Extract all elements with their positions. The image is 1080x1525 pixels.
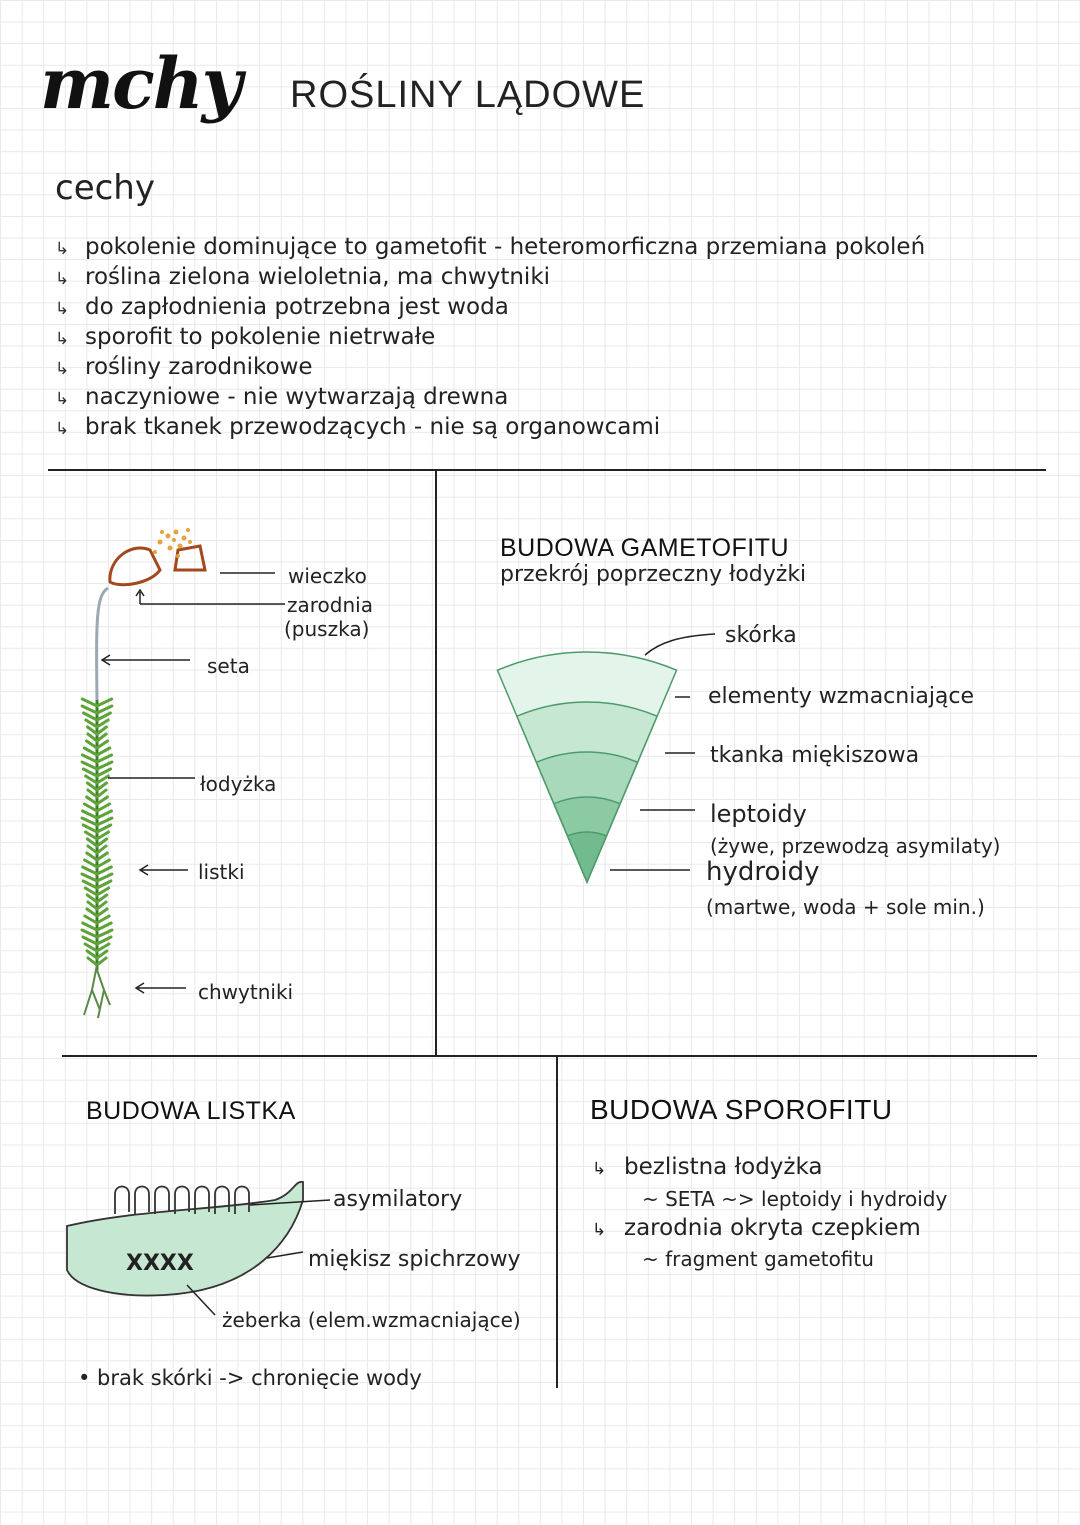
arrow-icon: ↳: [55, 299, 70, 319]
label-skorka: skórka: [725, 623, 797, 648]
arrow-icon: ↳: [55, 389, 70, 409]
list-item: ↳ brak tkanek przewodzących - nie są organowcami: [55, 412, 925, 442]
label-chwytniki: chwytniki: [198, 980, 294, 1004]
label-miekisz: miękisz spichrzowy: [308, 1247, 521, 1272]
list-item: ↳ rośliny zarodnikowe: [55, 352, 925, 382]
list-item: ↳ roślina zielona wieloletnia, ma chwytniki: [55, 262, 925, 292]
page-title: mchy: [40, 42, 241, 125]
label-zarodnia: zarodnia: [287, 593, 373, 617]
arrow-icon: ↳: [55, 419, 70, 439]
gametofit-title: BUDOWA GAMETOFITU: [500, 534, 790, 562]
gametofit-subtitle: przekrój poprzeczny łodyżki: [500, 562, 807, 587]
list-item: ↳ pokolenie dominujące to gametofit - heteromorficzna przemiana pokoleń: [55, 232, 925, 262]
features-heading: cechy: [55, 168, 155, 208]
list-item: ↳ naczyniowe - nie wytwarzają drewna: [55, 382, 925, 412]
arrow-icon: ↳: [592, 1159, 607, 1179]
label-zeberka: żeberka (elem.wzmacniające): [222, 1308, 521, 1332]
label-hydroidy: hydroidy: [706, 857, 820, 887]
label-elementy: elementy wzmacniające: [708, 684, 975, 709]
label-lodyzka: łodyżka: [200, 772, 277, 796]
list-item: ↳ do zapłodnienia potrzebna jest woda: [55, 292, 925, 322]
divider-middle: [62, 1055, 1037, 1057]
divider-vertical-bottom: [556, 1056, 558, 1388]
label-wieczko: wieczko: [288, 564, 367, 588]
sporofit-title: BUDOWA SPOROFITU: [590, 1094, 893, 1125]
listek-title: BUDOWA LISTKA: [86, 1097, 296, 1125]
label-leptoidy: leptoidy: [710, 800, 807, 828]
sporofit-item: ↳ bezlistna łodyżka: [592, 1154, 823, 1180]
page-subtitle: ROŚLINY LĄDOWE: [290, 74, 646, 116]
arrow-icon: ↳: [55, 269, 70, 289]
label-hydroidy-note: (martwe, woda + sole min.): [706, 895, 985, 919]
label-puszka: (puszka): [284, 617, 370, 641]
arrow-icon: ↳: [55, 239, 70, 259]
arrow-icon: ↳: [592, 1220, 607, 1240]
features-list: [55, 232, 925, 442]
arrow-icon: ↳: [55, 329, 70, 349]
list-item: ↳ sporofit to pokolenie nietrwałe: [55, 322, 925, 352]
label-tkanka: tkanka miękiszowa: [710, 743, 920, 768]
sporofit-subitem: ~ SETA ~> leptoidy i hydroidy: [642, 1187, 948, 1211]
label-seta: seta: [207, 654, 250, 678]
arrow-icon: ↳: [55, 359, 70, 379]
moss-plant-illustration: [0, 470, 420, 1030]
leaf-marker: XXXX: [126, 1251, 194, 1276]
cross-section-layer: [568, 832, 607, 882]
listek-note: • brak skórki -> chronięcie wody: [78, 1366, 422, 1390]
label-listki: listki: [198, 860, 245, 884]
label-asymilatory: asymilatory: [333, 1187, 463, 1212]
divider-vertical-top: [435, 470, 437, 1056]
sporofit-item: ↳ zarodnia okryta czepkiem: [592, 1215, 921, 1241]
label-leptoidy-note: (żywe, przewodzą asymilaty): [710, 834, 1001, 858]
sporofit-subitem: ~ fragment gametofitu: [642, 1247, 874, 1271]
